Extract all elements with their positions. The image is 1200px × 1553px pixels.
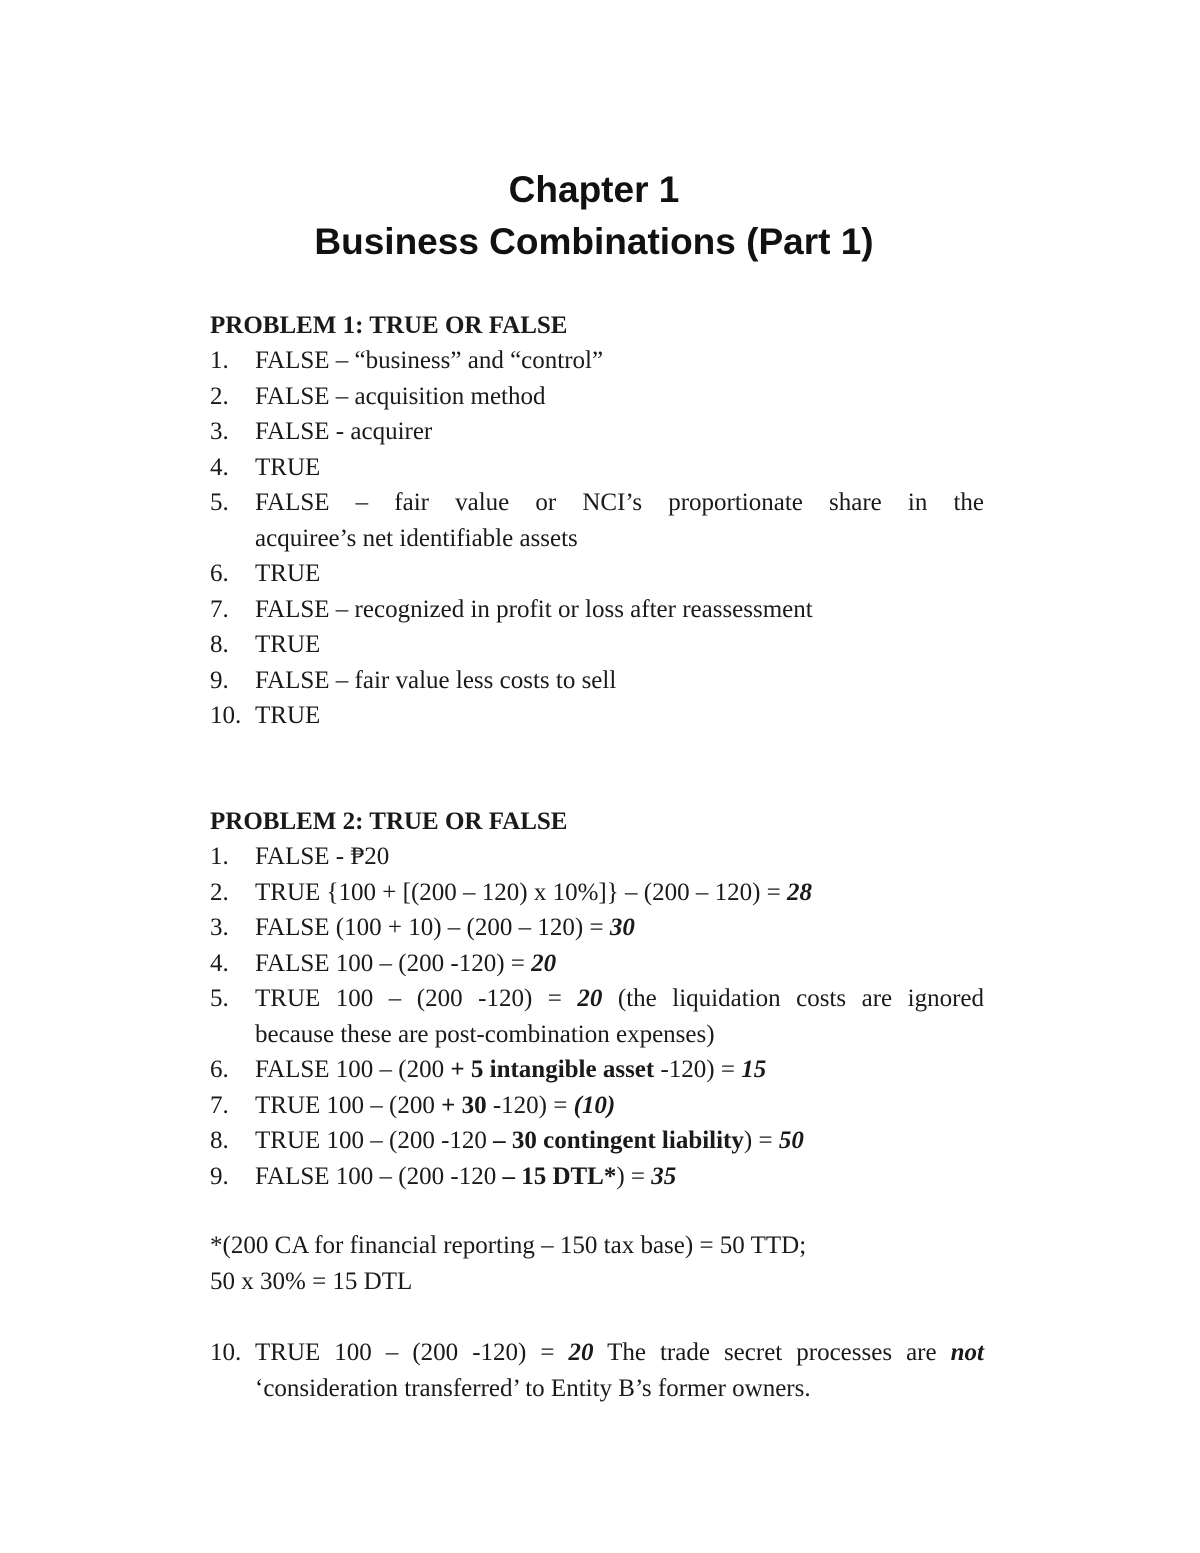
item-text: TRUE 100 – (200 -120) = <box>255 985 578 1012</box>
item-result: 30 <box>609 914 635 941</box>
list-item <box>210 981 984 1052</box>
item-text: FALSE 100 – (200 -120) = <box>255 949 532 977</box>
item-text: FALSE - ₱20 <box>255 843 390 870</box>
item-number: 8. <box>210 631 229 658</box>
item-text: TRUE <box>255 702 321 729</box>
item-number: 10. <box>210 1339 242 1366</box>
item-result: (10) <box>573 1091 616 1119</box>
item-number: 5. <box>210 985 229 1012</box>
item-text: FALSE 100 – (200 <box>255 1056 451 1083</box>
problem-2-item-10 <box>210 1335 984 1406</box>
item-number: 1. <box>210 843 229 870</box>
item-text: -120) = <box>654 1056 742 1083</box>
item-text-line1: FALSE – fair value or NCI’s proportionate share in the <box>255 489 984 516</box>
item-text: TRUE 100 – (200 <box>255 1091 442 1119</box>
item-text-line1 <box>255 1335 984 1371</box>
chapter-subtitle: Business Combinations (Part 1) <box>314 221 874 262</box>
item-text: FALSE 100 – (200 -120 <box>255 1162 503 1190</box>
list-item <box>210 1159 984 1195</box>
item-text: FALSE - acquirer <box>255 418 433 445</box>
item-text: TRUE 100 – (200 -120) = <box>255 1339 569 1366</box>
item-emphasis: not <box>950 1339 984 1366</box>
item-text: FALSE – “business” and “control” <box>255 347 604 374</box>
item-bold-text: + 5 intangible asset <box>450 1056 655 1083</box>
list-item <box>210 485 984 556</box>
list-item <box>210 698 984 734</box>
list-item <box>210 592 984 628</box>
item-result: 20 <box>531 949 557 977</box>
item-number: 3. <box>210 418 229 445</box>
item-number: 7. <box>210 595 229 623</box>
list-item <box>210 343 984 379</box>
list-item <box>210 910 984 946</box>
item-text: TRUE {100 + [(200 – 120) x 10%]} – (200 – 120) = <box>255 878 787 906</box>
item-number: 9. <box>210 666 229 694</box>
item-text: The trade secret processes are <box>593 1339 951 1366</box>
list-item <box>210 379 984 415</box>
item-text: FALSE – fair value less costs to sell <box>255 666 617 694</box>
item-result: 20 <box>577 985 603 1012</box>
problem-2-heading: PROBLEM 2: TRUE OR FALSE <box>210 808 568 835</box>
list-item <box>210 875 984 911</box>
list-item <box>210 414 984 450</box>
item-text: TRUE 100 – (200 -120 <box>255 1127 494 1154</box>
item-text: FALSE – recognized in profit or loss after reassessment <box>255 595 813 623</box>
list-item <box>210 946 984 982</box>
item-number: 2. <box>210 878 229 906</box>
list-item <box>210 1088 984 1124</box>
list-item <box>210 627 984 663</box>
footnote <box>210 1228 984 1300</box>
item-result: 15 <box>741 1056 767 1083</box>
item-number: 6. <box>210 1056 229 1083</box>
item-bold-text: – 15 DTL* <box>502 1162 617 1190</box>
list-item <box>210 1335 984 1406</box>
item-result: 20 <box>568 1339 594 1366</box>
item-text: TRUE <box>255 453 321 481</box>
item-number: 6. <box>210 560 229 587</box>
item-text-line2: because these are post-combination expenses) <box>255 1020 715 1048</box>
problem-1-section <box>210 309 984 734</box>
item-bold-text: + 30 <box>441 1091 487 1119</box>
footnote-line: *(200 CA for financial reporting – 150 tax base) = 50 TTD; <box>210 1232 807 1259</box>
item-number: 2. <box>210 382 229 410</box>
chapter-title: Chapter 1 <box>508 169 680 210</box>
list-item <box>210 450 984 486</box>
item-text: (the liquidation costs are ignored <box>602 985 984 1012</box>
item-number: 8. <box>210 1127 229 1154</box>
item-number: 4. <box>210 949 229 977</box>
item-text: ) = <box>743 1127 779 1154</box>
item-text: ) = <box>616 1162 652 1190</box>
item-text-line2: ‘consideration transferred’ to Entity B’s former owners. <box>255 1374 811 1402</box>
list-item <box>210 556 984 592</box>
item-text: TRUE <box>255 631 321 658</box>
footnote-line: 50 x 30% = 15 DTL <box>210 1268 413 1295</box>
item-number: 4. <box>210 453 229 481</box>
list-item <box>210 1052 984 1088</box>
item-result: 35 <box>651 1162 677 1190</box>
item-number: 3. <box>210 914 229 941</box>
item-text: -120) = <box>486 1091 574 1119</box>
list-item <box>210 663 984 699</box>
item-number: 5. <box>210 489 229 516</box>
item-text: FALSE (100 + 10) – (200 – 120) = <box>255 914 610 941</box>
item-number: 1. <box>210 347 229 374</box>
problem-2-section <box>210 805 984 1194</box>
problem-1-heading: PROBLEM 1: TRUE OR FALSE <box>210 312 568 339</box>
item-number: 7. <box>210 1091 229 1119</box>
item-text-line1 <box>255 981 984 1017</box>
item-bold-text: – 30 contingent liability <box>493 1127 744 1154</box>
list-item <box>210 1123 984 1159</box>
item-text: TRUE <box>255 560 321 587</box>
item-result: 50 <box>778 1127 804 1154</box>
item-result: 28 <box>787 878 812 906</box>
item-number: 10. <box>210 702 242 729</box>
list-item <box>210 839 984 875</box>
item-number: 9. <box>210 1162 229 1190</box>
item-text: FALSE – acquisition method <box>255 382 546 410</box>
item-text-line2: acquiree’s net identifiable assets <box>255 524 578 552</box>
